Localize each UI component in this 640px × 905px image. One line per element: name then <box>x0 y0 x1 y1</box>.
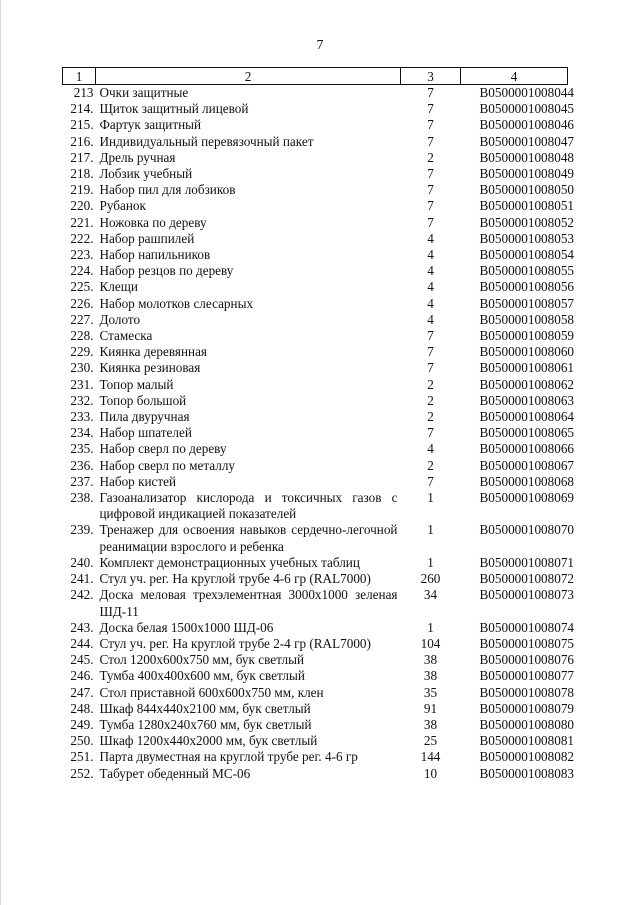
item-quantity: 7 <box>427 182 434 198</box>
inventory-code: B0500001008069 <box>479 490 575 506</box>
inventory-code: B0500001008053 <box>479 230 575 246</box>
row-number: 235. <box>70 441 94 457</box>
inventory-code: B0500001008062 <box>479 376 575 392</box>
table-row <box>63 474 568 490</box>
item-name: Стол приставной 600x600x750 мм, клен <box>99 684 324 700</box>
row-number: 229. <box>70 344 94 360</box>
item-name: Щиток защитный лицевой <box>99 101 249 117</box>
inventory-code: B0500001008067 <box>479 457 575 473</box>
table-row <box>63 717 568 733</box>
row-number: 251. <box>70 749 94 765</box>
item-quantity: 1 <box>427 619 434 635</box>
row-number: 240. <box>70 554 94 570</box>
item-quantity: 4 <box>427 441 434 457</box>
table-row <box>63 409 568 425</box>
inventory-code: B0500001008051 <box>479 198 575 214</box>
item-name: Стул уч. рег. На круглой трубе 2-4 гр (RAL7000) <box>99 635 371 651</box>
row-number: 233. <box>70 409 94 425</box>
table-row <box>63 166 568 182</box>
inventory-code: B0500001008054 <box>479 247 575 263</box>
row-number: 250. <box>70 733 94 749</box>
item-name: Лобзик учебный <box>99 166 193 182</box>
item-name: Комплект демонстрационных учебных таблиц <box>99 554 360 570</box>
item-name: Тренажер для освоения навыков сердечно-легочной реанимации взрослого и ребенка <box>99 522 398 554</box>
table-row <box>63 279 568 295</box>
table-row <box>63 198 568 214</box>
table-row <box>63 749 568 765</box>
item-name: Долото <box>99 311 141 327</box>
inventory-code: B0500001008048 <box>479 149 575 165</box>
item-name: Парта двуместная на круглой трубе рег. 4-6 гр <box>99 749 358 765</box>
item-name: Набор шпателей <box>99 425 192 441</box>
inventory-code: B0500001008080 <box>479 716 575 732</box>
row-number: 241. <box>70 571 94 587</box>
row-number: 237. <box>70 473 94 489</box>
table-row <box>63 458 568 474</box>
item-quantity: 10 <box>423 765 438 781</box>
table-row <box>63 360 568 376</box>
row-number: 242. <box>70 587 94 603</box>
row-number: 216. <box>70 133 94 149</box>
inventory-code: B0500001008072 <box>479 571 575 587</box>
item-name: Доска меловая трехэлементная 3000x1000 зеленая ШД-11 <box>99 587 398 619</box>
item-name: Клещи <box>99 279 138 295</box>
table-row <box>63 231 568 247</box>
table-header-row <box>63 68 568 85</box>
item-name: Набор напильников <box>99 247 211 263</box>
inventory-code: B0500001008055 <box>479 263 575 279</box>
item-name: Набор резцов по дереву <box>99 263 234 279</box>
header-col-2: 2 <box>96 68 401 85</box>
item-quantity: 104 <box>420 635 441 651</box>
item-quantity: 7 <box>427 473 434 489</box>
item-name: Стул уч. рег. На круглой трубе 4-6 гр (RAL7000) <box>99 571 371 587</box>
item-quantity: 38 <box>423 668 438 684</box>
table-row <box>63 101 568 117</box>
table-row <box>63 587 568 619</box>
item-quantity: 7 <box>427 328 434 344</box>
row-number: 245. <box>70 652 94 668</box>
item-quantity: 1 <box>427 554 434 570</box>
inventory-code: B0500001008044 <box>479 85 575 100</box>
item-name: Тумба 1280x240x760 мм, бук светлый <box>99 716 312 732</box>
row-number: 226. <box>70 295 94 311</box>
table-row <box>63 117 568 133</box>
item-quantity: 4 <box>427 263 434 279</box>
row-number: 215. <box>70 117 94 133</box>
row-number: 217. <box>70 149 94 165</box>
table-row <box>63 668 568 684</box>
item-quantity: 91 <box>423 700 438 716</box>
item-name: Набор пил для лобзиков <box>99 182 236 198</box>
table-row <box>63 685 568 701</box>
item-quantity: 7 <box>427 425 434 441</box>
inventory-code: B0500001008066 <box>479 441 575 457</box>
table-row <box>63 134 568 150</box>
item-name: Шкаф 844x440x2100 мм, бук светлый <box>99 700 311 716</box>
item-quantity: 4 <box>427 230 434 246</box>
table-row <box>63 393 568 409</box>
table-row <box>63 555 568 571</box>
table-row <box>63 215 568 231</box>
inventory-code: B0500001008079 <box>479 700 575 716</box>
inventory-code: B0500001008056 <box>479 279 575 295</box>
item-name: Очки защитные <box>99 85 189 100</box>
item-name: Топор малый <box>99 376 174 392</box>
inventory-code: B0500001008046 <box>479 117 575 133</box>
item-name: Фартук защитный <box>99 117 202 133</box>
row-number: 234. <box>70 425 94 441</box>
table-row <box>63 522 568 554</box>
inventory-code: B0500001008045 <box>479 101 575 117</box>
table-row <box>63 425 568 441</box>
inventory-code: B0500001008077 <box>479 668 575 684</box>
item-quantity: 7 <box>427 198 434 214</box>
inventory-code: B0500001008081 <box>479 733 575 749</box>
inventory-code: B0500001008047 <box>479 133 575 149</box>
inventory-code: B0500001008075 <box>479 635 575 651</box>
inventory-code: B0500001008070 <box>479 522 575 538</box>
table-row <box>63 636 568 652</box>
item-name: Набор сверл по дереву <box>99 441 227 457</box>
row-number: 218. <box>70 166 94 182</box>
inventory-code: B0500001008083 <box>479 765 575 781</box>
item-name: Газоанализатор кислорода и токсичных газов с цифровой индикацией показателей <box>99 490 398 522</box>
item-quantity: 4 <box>427 279 434 295</box>
item-name: Набор молотков слесарных <box>99 295 254 311</box>
item-quantity: 7 <box>427 133 434 149</box>
item-name: Индивидуальный перевязочный пакет <box>99 133 314 149</box>
item-name: Набор кистей <box>99 473 177 489</box>
row-number: 247. <box>70 684 94 700</box>
table-row <box>63 652 568 668</box>
inventory-code: B0500001008058 <box>479 311 575 327</box>
row-number: 228. <box>70 328 94 344</box>
row-number: 232. <box>70 392 94 408</box>
item-quantity: 4 <box>427 295 434 311</box>
item-name: Табурет обеденный МС-06 <box>99 765 251 781</box>
item-quantity: 260 <box>420 571 441 587</box>
item-quantity: 2 <box>427 457 434 473</box>
inventory-code: B0500001008063 <box>479 392 575 408</box>
item-quantity: 2 <box>427 392 434 408</box>
item-quantity: 1 <box>427 490 434 506</box>
row-number: 222. <box>70 230 94 246</box>
table-row <box>63 377 568 393</box>
header-col-3: 3 <box>401 68 461 85</box>
inventory-code: B0500001008068 <box>479 473 575 489</box>
inventory-code: B0500001008061 <box>479 360 575 376</box>
inventory-code: B0500001008057 <box>479 295 575 311</box>
inventory-code: B0500001008074 <box>479 619 575 635</box>
row-number: 239. <box>70 522 94 538</box>
table-row <box>63 263 568 279</box>
item-quantity: 34 <box>423 587 438 603</box>
item-name: Стол 1200x600x750 мм, бук светлый <box>99 652 305 668</box>
row-number: 252. <box>70 765 94 781</box>
table-row <box>63 247 568 263</box>
item-quantity: 7 <box>427 214 434 230</box>
row-number: 236. <box>70 457 94 473</box>
inventory-code: B0500001008082 <box>479 749 575 765</box>
row-number: 224. <box>70 263 94 279</box>
row-number: 231. <box>70 376 94 392</box>
item-quantity: 38 <box>423 716 438 732</box>
table-row <box>63 620 568 636</box>
item-name: Шкаф 1200x440x2000 мм, бук светлый <box>99 733 318 749</box>
row-number: 214. <box>70 101 94 117</box>
table-row <box>63 733 568 749</box>
table-header <box>63 68 568 85</box>
item-quantity: 1 <box>427 522 434 538</box>
item-quantity: 7 <box>427 101 434 117</box>
inventory-code: B0500001008064 <box>479 409 575 425</box>
row-number: 244. <box>70 635 94 651</box>
row-number: 238. <box>70 490 94 506</box>
header-col-1: 1 <box>63 68 96 85</box>
table-row <box>63 344 568 360</box>
item-name: Набор рашпилей <box>99 230 195 246</box>
inventory-code: B0500001008059 <box>479 328 575 344</box>
inventory-code: B0500001008049 <box>479 166 575 182</box>
item-quantity: 25 <box>423 733 438 749</box>
inventory-code: B0500001008073 <box>479 587 575 603</box>
item-quantity: 38 <box>423 652 438 668</box>
item-quantity: 2 <box>427 409 434 425</box>
row-number: 249. <box>70 716 94 732</box>
inventory-code: B0500001008065 <box>479 425 575 441</box>
item-name: Киянка резиновая <box>99 360 201 376</box>
table-row <box>63 766 568 782</box>
row-number: 243. <box>70 619 94 635</box>
item-name: Дрель ручная <box>99 149 176 165</box>
inventory-code: B0500001008071 <box>479 554 575 570</box>
table-row <box>63 571 568 587</box>
row-number: 227. <box>70 311 94 327</box>
page-edge-line <box>0 0 1 905</box>
item-name: Киянка деревянная <box>99 344 207 360</box>
item-name: Стамеска <box>99 328 153 344</box>
inventory-code: B0500001008052 <box>479 214 575 230</box>
row-number: 220. <box>70 198 94 214</box>
item-quantity: 4 <box>427 247 434 263</box>
item-name: Доска белая 1500x1000 ШД-06 <box>99 619 274 635</box>
table-row <box>63 441 568 457</box>
table-body <box>63 85 575 782</box>
item-quantity: 7 <box>427 360 434 376</box>
page-number: 7 <box>316 38 324 53</box>
row-number: 246. <box>70 668 94 684</box>
table-row <box>63 701 568 717</box>
item-name: Топор большой <box>99 392 187 408</box>
item-quantity: 2 <box>427 149 434 165</box>
item-quantity: 4 <box>427 311 434 327</box>
row-number: 225. <box>70 279 94 295</box>
table-row <box>63 328 568 344</box>
item-name: Тумба 400x400x600 мм, бук светлый <box>99 668 305 684</box>
item-quantity: 35 <box>423 684 438 700</box>
row-number: 248. <box>70 700 94 716</box>
item-quantity: 7 <box>427 117 434 133</box>
item-name: Ножовка по дереву <box>99 214 207 230</box>
item-quantity: 144 <box>420 749 441 765</box>
inventory-code: B0500001008060 <box>479 344 575 360</box>
table-row <box>63 182 568 198</box>
table-row <box>63 85 568 102</box>
row-number: 223. <box>70 247 94 263</box>
row-number: 221. <box>70 214 94 230</box>
inventory-code: B0500001008050 <box>479 182 575 198</box>
row-number: 230. <box>70 360 94 376</box>
table-row <box>63 296 568 312</box>
table-row <box>63 312 568 328</box>
row-number: 213 <box>73 85 94 100</box>
row-number: 219. <box>70 182 94 198</box>
item-quantity: 2 <box>427 376 434 392</box>
item-name: Набор сверл по металлу <box>99 457 236 473</box>
table-row <box>63 150 568 166</box>
inventory-code: B0500001008078 <box>479 684 575 700</box>
inventory-code: B0500001008076 <box>479 652 575 668</box>
item-quantity: 7 <box>427 85 434 100</box>
item-name: Пила двуручная <box>99 409 190 425</box>
item-name: Рубанок <box>99 198 146 214</box>
header-col-4: 4 <box>461 68 568 85</box>
item-quantity: 7 <box>427 166 434 182</box>
table-row <box>63 490 568 522</box>
equipment-table <box>62 67 575 782</box>
item-quantity: 7 <box>427 344 434 360</box>
